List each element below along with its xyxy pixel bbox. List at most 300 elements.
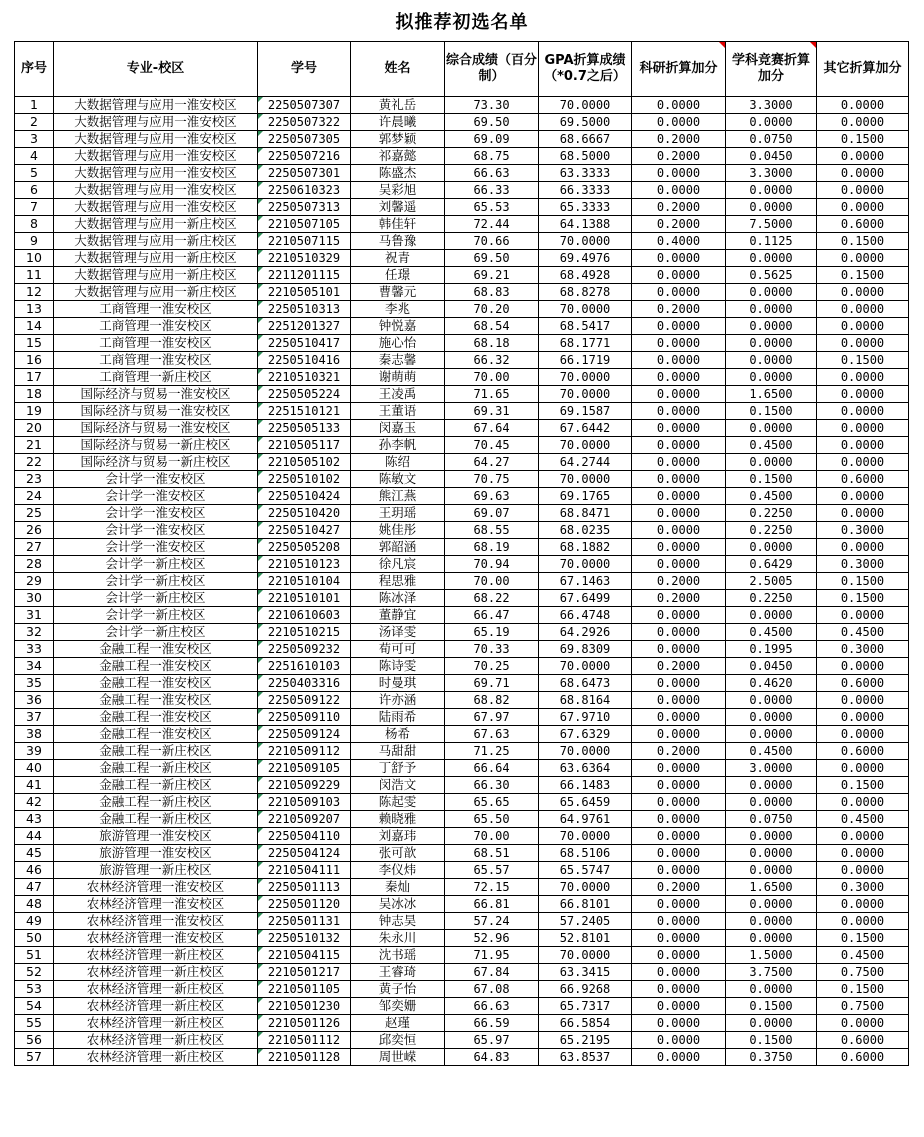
cell-gpa-score[interactable]: 64.9761 bbox=[539, 811, 632, 828]
cell-competition-bonus[interactable]: 0.1500 bbox=[726, 471, 817, 488]
cell-competition-bonus[interactable]: 0.0000 bbox=[726, 913, 817, 930]
cell-composite-score[interactable]: 71.65 bbox=[445, 386, 539, 403]
cell-other-bonus[interactable]: 0.6000 bbox=[817, 216, 909, 233]
cell-other-bonus[interactable]: 0.0000 bbox=[817, 437, 909, 454]
cell-gpa-score[interactable]: 68.8164 bbox=[539, 692, 632, 709]
cell-composite-score[interactable]: 70.45 bbox=[445, 437, 539, 454]
cell-student-id[interactable]: 2210510101 bbox=[258, 590, 351, 607]
cell-name[interactable]: 徐凡宸 bbox=[351, 556, 445, 573]
cell-gpa-score[interactable]: 70.0000 bbox=[539, 879, 632, 896]
cell-major-campus[interactable]: 大数据管理与应用一新庄校区 bbox=[54, 250, 258, 267]
cell-major-campus[interactable]: 会计学一淮安校区 bbox=[54, 505, 258, 522]
cell-competition-bonus[interactable]: 0.0000 bbox=[726, 318, 817, 335]
cell-research-bonus[interactable]: 0.0000 bbox=[632, 709, 726, 726]
cell-gpa-score[interactable]: 66.8101 bbox=[539, 896, 632, 913]
cell-name[interactable]: 陈起雯 bbox=[351, 794, 445, 811]
cell-competition-bonus[interactable]: 0.0000 bbox=[726, 845, 817, 862]
cell-major-campus[interactable]: 金融工程一新庄校区 bbox=[54, 777, 258, 794]
cell-student-id[interactable]: 2250510427 bbox=[258, 522, 351, 539]
cell-student-id[interactable]: 2210507105 bbox=[258, 216, 351, 233]
cell-name[interactable]: 马甜甜 bbox=[351, 743, 445, 760]
cell-competition-bonus[interactable]: 0.4500 bbox=[726, 488, 817, 505]
cell-student-id[interactable]: 2250501120 bbox=[258, 896, 351, 913]
cell-student-id[interactable]: 2250510424 bbox=[258, 488, 351, 505]
cell-other-bonus[interactable]: 0.0000 bbox=[817, 896, 909, 913]
cell-student-id[interactable]: 2210610603 bbox=[258, 607, 351, 624]
cell-student-id[interactable]: 2250509124 bbox=[258, 726, 351, 743]
cell-major-campus[interactable]: 金融工程一淮安校区 bbox=[54, 726, 258, 743]
cell-name[interactable]: 王玥瑶 bbox=[351, 505, 445, 522]
cell-name[interactable]: 汤译雯 bbox=[351, 624, 445, 641]
cell-composite-score[interactable]: 67.08 bbox=[445, 981, 539, 998]
cell-gpa-score[interactable]: 66.4748 bbox=[539, 607, 632, 624]
cell-student-id[interactable]: 2210509207 bbox=[258, 811, 351, 828]
cell-other-bonus[interactable]: 0.0000 bbox=[817, 148, 909, 165]
cell-research-bonus[interactable]: 0.0000 bbox=[632, 624, 726, 641]
cell-other-bonus[interactable]: 0.0000 bbox=[817, 420, 909, 437]
cell-competition-bonus[interactable]: 0.0450 bbox=[726, 148, 817, 165]
cell-other-bonus[interactable]: 0.0000 bbox=[817, 607, 909, 624]
cell-research-bonus[interactable]: 0.0000 bbox=[632, 335, 726, 352]
header-name[interactable]: 姓名 bbox=[351, 42, 445, 97]
cell-index[interactable]: 48 bbox=[15, 896, 54, 913]
cell-research-bonus[interactable]: 0.0000 bbox=[632, 420, 726, 437]
cell-major-campus[interactable]: 国际经济与贸易一淮安校区 bbox=[54, 420, 258, 437]
cell-student-id[interactable]: 2250504124 bbox=[258, 845, 351, 862]
cell-name[interactable]: 赵瑾 bbox=[351, 1015, 445, 1032]
cell-index[interactable]: 39 bbox=[15, 743, 54, 760]
cell-student-id[interactable]: 2210501230 bbox=[258, 998, 351, 1015]
cell-major-campus[interactable]: 大数据管理与应用一淮安校区 bbox=[54, 148, 258, 165]
cell-name[interactable]: 刘馨遥 bbox=[351, 199, 445, 216]
cell-major-campus[interactable]: 工商管理一新庄校区 bbox=[54, 369, 258, 386]
cell-other-bonus[interactable]: 0.0000 bbox=[817, 709, 909, 726]
cell-major-campus[interactable]: 会计学一新庄校区 bbox=[54, 607, 258, 624]
cell-index[interactable]: 31 bbox=[15, 607, 54, 624]
cell-competition-bonus[interactable]: 0.1125 bbox=[726, 233, 817, 250]
cell-index[interactable]: 4 bbox=[15, 148, 54, 165]
cell-composite-score[interactable]: 68.55 bbox=[445, 522, 539, 539]
cell-other-bonus[interactable]: 0.3000 bbox=[817, 879, 909, 896]
cell-student-id[interactable]: 2210509103 bbox=[258, 794, 351, 811]
cell-index[interactable]: 50 bbox=[15, 930, 54, 947]
cell-competition-bonus[interactable]: 0.0000 bbox=[726, 199, 817, 216]
cell-competition-bonus[interactable]: 0.0000 bbox=[726, 862, 817, 879]
cell-research-bonus[interactable]: 0.0000 bbox=[632, 1032, 726, 1049]
cell-student-id[interactable]: 2210501217 bbox=[258, 964, 351, 981]
cell-gpa-score[interactable]: 66.9268 bbox=[539, 981, 632, 998]
cell-student-id[interactable]: 2250507313 bbox=[258, 199, 351, 216]
cell-competition-bonus[interactable]: 0.0000 bbox=[726, 930, 817, 947]
cell-competition-bonus[interactable]: 0.4500 bbox=[726, 743, 817, 760]
cell-research-bonus[interactable]: 0.0000 bbox=[632, 760, 726, 777]
cell-gpa-score[interactable]: 52.8101 bbox=[539, 930, 632, 947]
cell-index[interactable]: 3 bbox=[15, 131, 54, 148]
cell-name[interactable]: 杨希 bbox=[351, 726, 445, 743]
cell-composite-score[interactable]: 68.51 bbox=[445, 845, 539, 862]
cell-gpa-score[interactable]: 64.2744 bbox=[539, 454, 632, 471]
cell-other-bonus[interactable]: 0.0000 bbox=[817, 845, 909, 862]
cell-name[interactable]: 朱永川 bbox=[351, 930, 445, 947]
cell-name[interactable]: 许亦涵 bbox=[351, 692, 445, 709]
cell-research-bonus[interactable]: 0.2000 bbox=[632, 590, 726, 607]
cell-composite-score[interactable]: 68.75 bbox=[445, 148, 539, 165]
cell-composite-score[interactable]: 65.57 bbox=[445, 862, 539, 879]
cell-index[interactable]: 35 bbox=[15, 675, 54, 692]
cell-research-bonus[interactable]: 0.2000 bbox=[632, 879, 726, 896]
header-research-bonus[interactable] bbox=[632, 42, 726, 97]
cell-gpa-score[interactable]: 70.0000 bbox=[539, 947, 632, 964]
cell-composite-score[interactable]: 71.25 bbox=[445, 743, 539, 760]
cell-major-campus[interactable]: 金融工程一淮安校区 bbox=[54, 675, 258, 692]
cell-research-bonus[interactable]: 0.0000 bbox=[632, 97, 726, 114]
cell-index[interactable]: 23 bbox=[15, 471, 54, 488]
cell-name[interactable]: 程思雅 bbox=[351, 573, 445, 590]
cell-index[interactable]: 26 bbox=[15, 522, 54, 539]
cell-student-id[interactable]: 2250507305 bbox=[258, 131, 351, 148]
cell-research-bonus[interactable]: 0.0000 bbox=[632, 641, 726, 658]
cell-competition-bonus[interactable]: 3.3000 bbox=[726, 165, 817, 182]
cell-major-campus[interactable]: 金融工程一新庄校区 bbox=[54, 760, 258, 777]
cell-competition-bonus[interactable]: 0.0000 bbox=[726, 539, 817, 556]
cell-composite-score[interactable]: 68.22 bbox=[445, 590, 539, 607]
cell-other-bonus[interactable]: 0.0000 bbox=[817, 913, 909, 930]
cell-major-campus[interactable]: 金融工程一新庄校区 bbox=[54, 743, 258, 760]
cell-index[interactable]: 2 bbox=[15, 114, 54, 131]
cell-student-id[interactable]: 2250507307 bbox=[258, 97, 351, 114]
cell-competition-bonus[interactable]: 0.5625 bbox=[726, 267, 817, 284]
cell-competition-bonus[interactable]: 0.0000 bbox=[726, 828, 817, 845]
cell-major-campus[interactable]: 金融工程一新庄校区 bbox=[54, 794, 258, 811]
cell-major-campus[interactable]: 农林经济管理一淮安校区 bbox=[54, 913, 258, 930]
cell-research-bonus[interactable]: 0.0000 bbox=[632, 318, 726, 335]
cell-research-bonus[interactable]: 0.0000 bbox=[632, 369, 726, 386]
cell-gpa-score[interactable]: 68.1882 bbox=[539, 539, 632, 556]
cell-major-campus[interactable]: 大数据管理与应用一淮安校区 bbox=[54, 131, 258, 148]
cell-composite-score[interactable]: 66.32 bbox=[445, 352, 539, 369]
cell-major-campus[interactable]: 会计学一新庄校区 bbox=[54, 573, 258, 590]
cell-name[interactable]: 沈书瑶 bbox=[351, 947, 445, 964]
cell-gpa-score[interactable]: 68.6667 bbox=[539, 131, 632, 148]
cell-other-bonus[interactable]: 0.0000 bbox=[817, 165, 909, 182]
cell-major-campus[interactable]: 大数据管理与应用一淮安校区 bbox=[54, 182, 258, 199]
cell-competition-bonus[interactable]: 0.0000 bbox=[726, 794, 817, 811]
cell-major-campus[interactable]: 工商管理一淮安校区 bbox=[54, 335, 258, 352]
cell-major-campus[interactable]: 会计学一淮安校区 bbox=[54, 488, 258, 505]
header-competition-bonus[interactable] bbox=[726, 42, 817, 97]
cell-index[interactable]: 12 bbox=[15, 284, 54, 301]
cell-composite-score[interactable]: 70.00 bbox=[445, 369, 539, 386]
cell-composite-score[interactable]: 65.50 bbox=[445, 811, 539, 828]
cell-student-id[interactable]: 2250510132 bbox=[258, 930, 351, 947]
cell-name[interactable]: 郭梦颖 bbox=[351, 131, 445, 148]
cell-index[interactable]: 22 bbox=[15, 454, 54, 471]
cell-gpa-score[interactable]: 64.1388 bbox=[539, 216, 632, 233]
cell-index[interactable]: 1 bbox=[15, 97, 54, 114]
cell-competition-bonus[interactable]: 0.1500 bbox=[726, 1032, 817, 1049]
cell-composite-score[interactable]: 67.63 bbox=[445, 726, 539, 743]
cell-index[interactable]: 41 bbox=[15, 777, 54, 794]
cell-name[interactable]: 陈敏文 bbox=[351, 471, 445, 488]
cell-research-bonus[interactable]: 0.0000 bbox=[632, 403, 726, 420]
cell-name[interactable]: 许晨曦 bbox=[351, 114, 445, 131]
cell-composite-score[interactable]: 69.63 bbox=[445, 488, 539, 505]
cell-other-bonus[interactable]: 0.0000 bbox=[817, 760, 909, 777]
cell-student-id[interactable]: 2250610323 bbox=[258, 182, 351, 199]
cell-research-bonus[interactable]: 0.0000 bbox=[632, 556, 726, 573]
cell-gpa-score[interactable]: 69.4976 bbox=[539, 250, 632, 267]
cell-name[interactable]: 谢萌萌 bbox=[351, 369, 445, 386]
cell-index[interactable]: 40 bbox=[15, 760, 54, 777]
cell-index[interactable]: 54 bbox=[15, 998, 54, 1015]
cell-name[interactable]: 李仪炜 bbox=[351, 862, 445, 879]
cell-other-bonus[interactable]: 0.0000 bbox=[817, 692, 909, 709]
cell-other-bonus[interactable]: 0.7500 bbox=[817, 998, 909, 1015]
cell-name[interactable]: 曹馨元 bbox=[351, 284, 445, 301]
cell-other-bonus[interactable]: 0.0000 bbox=[817, 488, 909, 505]
cell-competition-bonus[interactable]: 0.0000 bbox=[726, 981, 817, 998]
cell-composite-score[interactable]: 68.54 bbox=[445, 318, 539, 335]
cell-gpa-score[interactable]: 69.5000 bbox=[539, 114, 632, 131]
cell-student-id[interactable]: 2250509122 bbox=[258, 692, 351, 709]
cell-other-bonus[interactable]: 0.6000 bbox=[817, 1032, 909, 1049]
cell-gpa-score[interactable]: 66.5854 bbox=[539, 1015, 632, 1032]
cell-gpa-score[interactable]: 63.3415 bbox=[539, 964, 632, 981]
cell-gpa-score[interactable]: 63.8537 bbox=[539, 1049, 632, 1066]
cell-index[interactable]: 56 bbox=[15, 1032, 54, 1049]
cell-gpa-score[interactable]: 65.2195 bbox=[539, 1032, 632, 1049]
cell-major-campus[interactable]: 会计学一淮安校区 bbox=[54, 522, 258, 539]
cell-major-campus[interactable]: 会计学一新庄校区 bbox=[54, 556, 258, 573]
cell-student-id[interactable]: 2250501131 bbox=[258, 913, 351, 930]
cell-research-bonus[interactable]: 0.0000 bbox=[632, 182, 726, 199]
cell-name[interactable]: 陈盛杰 bbox=[351, 165, 445, 182]
cell-name[interactable]: 王睿琦 bbox=[351, 964, 445, 981]
cell-name[interactable]: 董静宜 bbox=[351, 607, 445, 624]
cell-research-bonus[interactable]: 0.0000 bbox=[632, 437, 726, 454]
cell-other-bonus[interactable]: 0.6000 bbox=[817, 743, 909, 760]
cell-research-bonus[interactable]: 0.0000 bbox=[632, 250, 726, 267]
cell-composite-score[interactable]: 70.94 bbox=[445, 556, 539, 573]
cell-gpa-score[interactable]: 66.1719 bbox=[539, 352, 632, 369]
cell-gpa-score[interactable]: 70.0000 bbox=[539, 369, 632, 386]
cell-major-campus[interactable]: 旅游管理一淮安校区 bbox=[54, 845, 258, 862]
header-major-campus[interactable]: 专业-校区 bbox=[54, 42, 258, 97]
cell-index[interactable]: 34 bbox=[15, 658, 54, 675]
cell-major-campus[interactable]: 国际经济与贸易一淮安校区 bbox=[54, 403, 258, 420]
cell-competition-bonus[interactable]: 0.0750 bbox=[726, 811, 817, 828]
cell-other-bonus[interactable]: 0.0000 bbox=[817, 828, 909, 845]
cell-name[interactable]: 熊江燕 bbox=[351, 488, 445, 505]
cell-name[interactable]: 施心怡 bbox=[351, 335, 445, 352]
cell-competition-bonus[interactable]: 0.0000 bbox=[726, 420, 817, 437]
cell-composite-score[interactable]: 69.50 bbox=[445, 250, 539, 267]
cell-research-bonus[interactable]: 0.2000 bbox=[632, 658, 726, 675]
cell-competition-bonus[interactable]: 0.0450 bbox=[726, 658, 817, 675]
cell-other-bonus[interactable]: 0.3000 bbox=[817, 522, 909, 539]
cell-student-id[interactable]: 2250509232 bbox=[258, 641, 351, 658]
cell-composite-score[interactable]: 68.82 bbox=[445, 692, 539, 709]
cell-other-bonus[interactable]: 0.4500 bbox=[817, 624, 909, 641]
cell-gpa-score[interactable]: 65.7317 bbox=[539, 998, 632, 1015]
cell-research-bonus[interactable]: 0.0000 bbox=[632, 998, 726, 1015]
cell-major-campus[interactable]: 大数据管理与应用一淮安校区 bbox=[54, 114, 258, 131]
cell-student-id[interactable]: 2210504111 bbox=[258, 862, 351, 879]
cell-student-id[interactable]: 2210501126 bbox=[258, 1015, 351, 1032]
cell-composite-score[interactable]: 66.59 bbox=[445, 1015, 539, 1032]
cell-major-campus[interactable]: 金融工程一淮安校区 bbox=[54, 658, 258, 675]
cell-name[interactable]: 钟悦嘉 bbox=[351, 318, 445, 335]
cell-composite-score[interactable]: 52.96 bbox=[445, 930, 539, 947]
cell-other-bonus[interactable]: 0.1500 bbox=[817, 930, 909, 947]
cell-index[interactable]: 7 bbox=[15, 199, 54, 216]
cell-composite-score[interactable]: 68.83 bbox=[445, 284, 539, 301]
cell-gpa-score[interactable]: 69.1587 bbox=[539, 403, 632, 420]
cell-competition-bonus[interactable]: 0.0000 bbox=[726, 607, 817, 624]
cell-competition-bonus[interactable]: 0.0000 bbox=[726, 777, 817, 794]
cell-competition-bonus[interactable]: 0.0000 bbox=[726, 182, 817, 199]
cell-other-bonus[interactable]: 0.3000 bbox=[817, 641, 909, 658]
cell-research-bonus[interactable]: 0.0000 bbox=[632, 913, 726, 930]
cell-composite-score[interactable]: 64.83 bbox=[445, 1049, 539, 1066]
cell-name[interactable]: 马鲁豫 bbox=[351, 233, 445, 250]
cell-gpa-score[interactable]: 66.3333 bbox=[539, 182, 632, 199]
cell-major-campus[interactable]: 大数据管理与应用一淮安校区 bbox=[54, 199, 258, 216]
cell-research-bonus[interactable]: 0.0000 bbox=[632, 454, 726, 471]
cell-research-bonus[interactable]: 0.0000 bbox=[632, 964, 726, 981]
cell-composite-score[interactable]: 69.09 bbox=[445, 131, 539, 148]
cell-research-bonus[interactable]: 0.0000 bbox=[632, 114, 726, 131]
cell-research-bonus[interactable]: 0.2000 bbox=[632, 743, 726, 760]
cell-other-bonus[interactable]: 0.0000 bbox=[817, 97, 909, 114]
cell-major-campus[interactable]: 国际经济与贸易一新庄校区 bbox=[54, 454, 258, 471]
cell-composite-score[interactable]: 66.63 bbox=[445, 998, 539, 1015]
cell-competition-bonus[interactable]: 0.0000 bbox=[726, 352, 817, 369]
cell-student-id[interactable]: 2250510420 bbox=[258, 505, 351, 522]
cell-student-id[interactable]: 2210510123 bbox=[258, 556, 351, 573]
cell-index[interactable]: 5 bbox=[15, 165, 54, 182]
cell-name[interactable]: 王凌禹 bbox=[351, 386, 445, 403]
cell-research-bonus[interactable]: 0.0000 bbox=[632, 539, 726, 556]
cell-gpa-score[interactable]: 70.0000 bbox=[539, 386, 632, 403]
cell-name[interactable]: 黄子怡 bbox=[351, 981, 445, 998]
cell-composite-score[interactable]: 68.19 bbox=[445, 539, 539, 556]
cell-student-id[interactable]: 2250509110 bbox=[258, 709, 351, 726]
cell-index[interactable]: 11 bbox=[15, 267, 54, 284]
cell-gpa-score[interactable]: 67.6499 bbox=[539, 590, 632, 607]
cell-composite-score[interactable]: 70.00 bbox=[445, 828, 539, 845]
cell-competition-bonus[interactable]: 0.4500 bbox=[726, 624, 817, 641]
cell-other-bonus[interactable]: 0.1500 bbox=[817, 777, 909, 794]
cell-other-bonus[interactable]: 0.0000 bbox=[817, 284, 909, 301]
cell-gpa-score[interactable]: 70.0000 bbox=[539, 97, 632, 114]
cell-student-id[interactable]: 2210505102 bbox=[258, 454, 351, 471]
cell-other-bonus[interactable]: 0.0000 bbox=[817, 318, 909, 335]
cell-gpa-score[interactable]: 68.8278 bbox=[539, 284, 632, 301]
cell-competition-bonus[interactable]: 0.2250 bbox=[726, 522, 817, 539]
cell-other-bonus[interactable]: 0.0000 bbox=[817, 114, 909, 131]
header-composite-score[interactable]: 综合成绩（百分制） bbox=[445, 42, 539, 97]
cell-research-bonus[interactable]: 0.4000 bbox=[632, 233, 726, 250]
cell-other-bonus[interactable]: 0.4500 bbox=[817, 947, 909, 964]
cell-competition-bonus[interactable]: 1.5000 bbox=[726, 947, 817, 964]
cell-research-bonus[interactable]: 0.2000 bbox=[632, 301, 726, 318]
cell-major-campus[interactable]: 大数据管理与应用一新庄校区 bbox=[54, 233, 258, 250]
cell-research-bonus[interactable]: 0.0000 bbox=[632, 947, 726, 964]
cell-research-bonus[interactable]: 0.2000 bbox=[632, 573, 726, 590]
cell-competition-bonus[interactable]: 0.2250 bbox=[726, 590, 817, 607]
cell-index[interactable]: 16 bbox=[15, 352, 54, 369]
cell-name[interactable]: 姚佳彤 bbox=[351, 522, 445, 539]
cell-index[interactable]: 42 bbox=[15, 794, 54, 811]
cell-name[interactable]: 邹奕姗 bbox=[351, 998, 445, 1015]
cell-composite-score[interactable]: 66.63 bbox=[445, 165, 539, 182]
cell-name[interactable]: 刘嘉玮 bbox=[351, 828, 445, 845]
cell-research-bonus[interactable]: 0.2000 bbox=[632, 216, 726, 233]
cell-gpa-score[interactable]: 67.6442 bbox=[539, 420, 632, 437]
cell-composite-score[interactable]: 66.64 bbox=[445, 760, 539, 777]
cell-student-id[interactable]: 2210510321 bbox=[258, 369, 351, 386]
cell-competition-bonus[interactable]: 2.5005 bbox=[726, 573, 817, 590]
cell-composite-score[interactable]: 66.33 bbox=[445, 182, 539, 199]
cell-research-bonus[interactable]: 0.0000 bbox=[632, 488, 726, 505]
cell-student-id[interactable]: 2211201115 bbox=[258, 267, 351, 284]
cell-competition-bonus[interactable]: 0.0000 bbox=[726, 301, 817, 318]
cell-major-campus[interactable]: 会计学一淮安校区 bbox=[54, 539, 258, 556]
cell-index[interactable]: 10 bbox=[15, 250, 54, 267]
cell-student-id[interactable]: 2210507115 bbox=[258, 233, 351, 250]
cell-major-campus[interactable]: 农林经济管理一新庄校区 bbox=[54, 947, 258, 964]
cell-index[interactable]: 29 bbox=[15, 573, 54, 590]
cell-composite-score[interactable]: 67.84 bbox=[445, 964, 539, 981]
cell-name[interactable]: 邱奕恒 bbox=[351, 1032, 445, 1049]
cell-student-id[interactable]: 2210501128 bbox=[258, 1049, 351, 1066]
cell-major-campus[interactable]: 大数据管理与应用一淮安校区 bbox=[54, 97, 258, 114]
cell-other-bonus[interactable]: 0.0000 bbox=[817, 301, 909, 318]
cell-research-bonus[interactable]: 0.0000 bbox=[632, 692, 726, 709]
cell-name[interactable]: 吴冰冰 bbox=[351, 896, 445, 913]
cell-major-campus[interactable]: 工商管理一淮安校区 bbox=[54, 301, 258, 318]
cell-name[interactable]: 荀可可 bbox=[351, 641, 445, 658]
cell-name[interactable]: 张可歆 bbox=[351, 845, 445, 862]
cell-student-id[interactable]: 2210505117 bbox=[258, 437, 351, 454]
cell-student-id[interactable]: 2210505101 bbox=[258, 284, 351, 301]
cell-other-bonus[interactable]: 0.3000 bbox=[817, 556, 909, 573]
cell-student-id[interactable]: 2251510121 bbox=[258, 403, 351, 420]
cell-other-bonus[interactable]: 0.6000 bbox=[817, 471, 909, 488]
cell-composite-score[interactable]: 65.19 bbox=[445, 624, 539, 641]
cell-name[interactable]: 陈绍 bbox=[351, 454, 445, 471]
cell-research-bonus[interactable]: 0.2000 bbox=[632, 199, 726, 216]
cell-gpa-score[interactable]: 63.3333 bbox=[539, 165, 632, 182]
cell-index[interactable]: 30 bbox=[15, 590, 54, 607]
cell-composite-score[interactable]: 65.97 bbox=[445, 1032, 539, 1049]
cell-major-campus[interactable]: 大数据管理与应用一淮安校区 bbox=[54, 165, 258, 182]
cell-index[interactable]: 36 bbox=[15, 692, 54, 709]
cell-competition-bonus[interactable]: 7.5000 bbox=[726, 216, 817, 233]
cell-competition-bonus[interactable]: 0.0000 bbox=[726, 726, 817, 743]
cell-research-bonus[interactable]: 0.0000 bbox=[632, 505, 726, 522]
cell-index[interactable]: 15 bbox=[15, 335, 54, 352]
cell-research-bonus[interactable]: 0.0000 bbox=[632, 284, 726, 301]
cell-composite-score[interactable]: 66.30 bbox=[445, 777, 539, 794]
cell-student-id[interactable]: 2210509229 bbox=[258, 777, 351, 794]
cell-index[interactable]: 33 bbox=[15, 641, 54, 658]
cell-other-bonus[interactable]: 0.1500 bbox=[817, 352, 909, 369]
cell-index[interactable]: 37 bbox=[15, 709, 54, 726]
cell-competition-bonus[interactable]: 0.0000 bbox=[726, 454, 817, 471]
cell-index[interactable]: 44 bbox=[15, 828, 54, 845]
